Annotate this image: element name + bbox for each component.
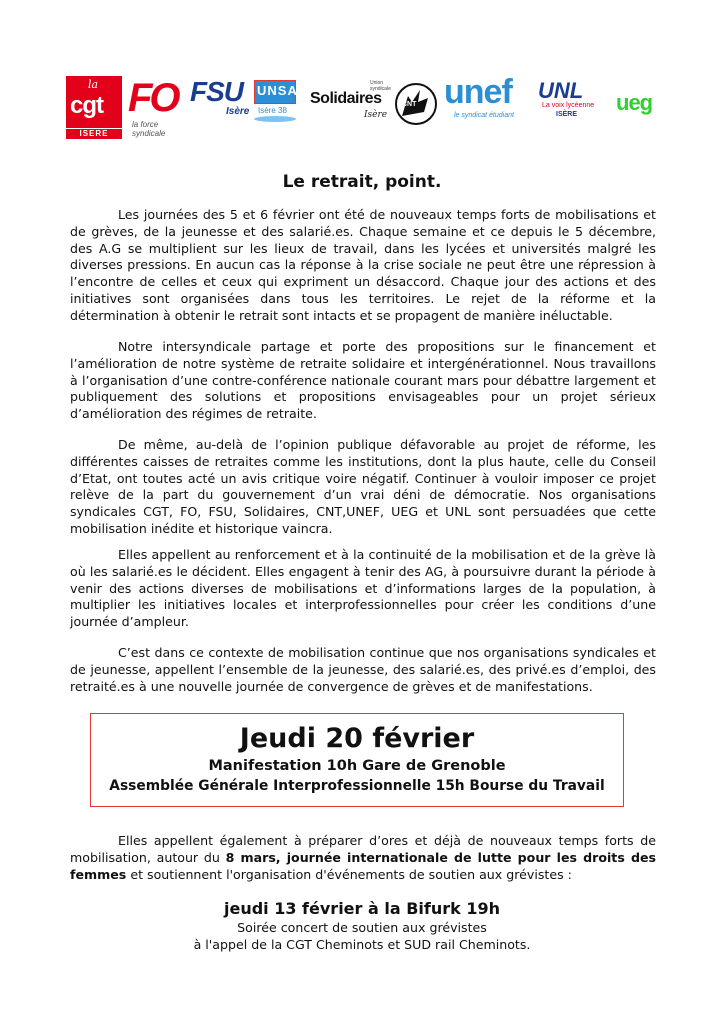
unsa-logo-swoosh (254, 116, 296, 122)
unl-logo (538, 78, 608, 128)
cgt-logo (66, 76, 122, 138)
closing-bold-march-8: 8 mars, journée internationale de lutte pour les droits des femmes (70, 849, 657, 882)
unef-logo (444, 72, 536, 128)
cnt-black-cat-icon (394, 82, 438, 126)
fo-logo (128, 76, 190, 138)
page-title: Le retrait, point. (282, 172, 442, 192)
solidaires-logo-subtitle: Isère (364, 110, 388, 120)
unsa-logo-subtitle: Isère 38 (258, 106, 287, 115)
unef-logo-tagline: le syndicat étudiant (454, 112, 514, 119)
fsu-logo-subtitle: Isère (226, 106, 250, 117)
unl-logo-name: UNL (538, 78, 584, 103)
highlight-date: Jeudi 20 février (239, 723, 475, 754)
cgt-logo-prefix: la (88, 78, 99, 91)
paragraph-5: C’est dans ce contexte de mobilisation continue que nos organisations syndicales et de jeunesse, appellent l’ensemble de la jeunesse, des salarié.es, des privé.es d’emploi, des retraité.es à une nouvelle journée de convergence de grèves et de manifestations. (70, 645, 656, 694)
event-line-1: Soirée concert de soutien aux grévistes (237, 920, 487, 935)
cgt-logo-name: cgt (70, 92, 103, 119)
solidaires-logo-name: Solidaires (310, 90, 382, 107)
unef-logo-name: unef (444, 73, 512, 111)
closing-part-1: Elles appellent également à préparer d’ores et déjà de nouveaux temps forts de mobilisation, autour du (70, 833, 656, 865)
unsa-logo-name: UNSA (257, 83, 298, 98)
highlight-line-demonstration: Manifestation 10h Gare de Grenoble (208, 758, 506, 774)
highlight-line-assembly: Assemblée Générale Interprofessionnelle 15h Bourse du Travail (109, 778, 605, 794)
fo-logo-name: FO (128, 76, 178, 120)
unl-logo-subtitle: ISÈRE (556, 111, 578, 118)
union-logos-strip (66, 70, 716, 142)
highlight-box (90, 713, 624, 807)
event-announcement (0, 898, 724, 953)
ueg-logo-name: ueg (616, 90, 653, 115)
closing-paragraph (70, 833, 656, 883)
paragraph-3: De même, au-delà de l’opinion publique défavorable au projet de réforme, les différentes caisses de retraites comme les institutions, dont la plus haute, celle du Conseil d’Etat, ont toutes acté un avis critique voire négatif. Continuer à vouloir imposer ce projet relève de la part du gouvernement d’un vrai déni de démocratie. Nos organisations syndicales CGT, FO, FSU, Solidaires, CNT,UNEF, UEG et UNL sont persuadées que cette mobilisation inédite et historique vaincra. (70, 437, 656, 536)
paragraph-2: Notre intersyndicale partage et porte des propositions sur le financement et l’amélioration de notre système de retraite solidaire et intergénérationnel. Nous travaillons à l’organisation d’une contre-conférence nationale courant mars pour débattre largement et publiquement des solutions et propositions envisageables pour un projet sérieux d’amélioration des régimes de retraite. (70, 339, 656, 422)
fsu-logo (190, 76, 256, 124)
fsu-logo-name: FSU (190, 76, 243, 107)
cgt-logo-subtitle: ISERE (66, 129, 122, 139)
paragraph-1: Les journées des 5 et 6 février ont été de nouveaux temps forts de mobilisations et de grèves, de la jeunesse et des salarié.es. Chaque semaine et ce depuis le 5 décembre, des A.G se multiplient sur les lieux de travail, dans les lycées et universités malgré les diverses pressions. En aucun cas la réponse à la crise sociale ne peut être une répression à l’encontre de celles et ceux qui expriment un désaccord. Chaque jour des actions et des initiatives sont organisées dans tous les territoires. Le rejet de la réforme et la détermination à obtenir le retrait sont intacts et se propagent de manière inéluctable. (70, 207, 656, 323)
unsa-logo (254, 80, 300, 128)
unl-logo-tagline: La voix lycéenne (542, 102, 595, 109)
event-line-2: à l'appel de la CGT Cheminots et SUD rail Cheminots. (193, 936, 531, 952)
cnt-logo-name: CNT (402, 101, 417, 108)
closing-part-2: et soutiennent l'organisation d'événements de soutien aux grévistes : (126, 866, 572, 882)
paragraph-4: Elles appellent au renforcement et à la continuité de la mobilisation et de la grève là où les salarié.es le décident. Elles engagent à tenir des AG, à poursuivre durant la période à venir des actions diverses de mobilisations et d’informations larges de la population, à multiplier les initiatives locales et interprofessionnelles pour créer les conditions d’une journée d’ampleur. (70, 547, 656, 630)
event-heading: jeudi 13 février à la Bifurk 19h (223, 899, 500, 918)
fo-logo-tagline: la force syndicale (132, 120, 166, 138)
ueg-logo (616, 90, 676, 126)
solidaires-logo-small: Union syndicale (370, 80, 391, 92)
solidaires-logo (310, 80, 400, 122)
